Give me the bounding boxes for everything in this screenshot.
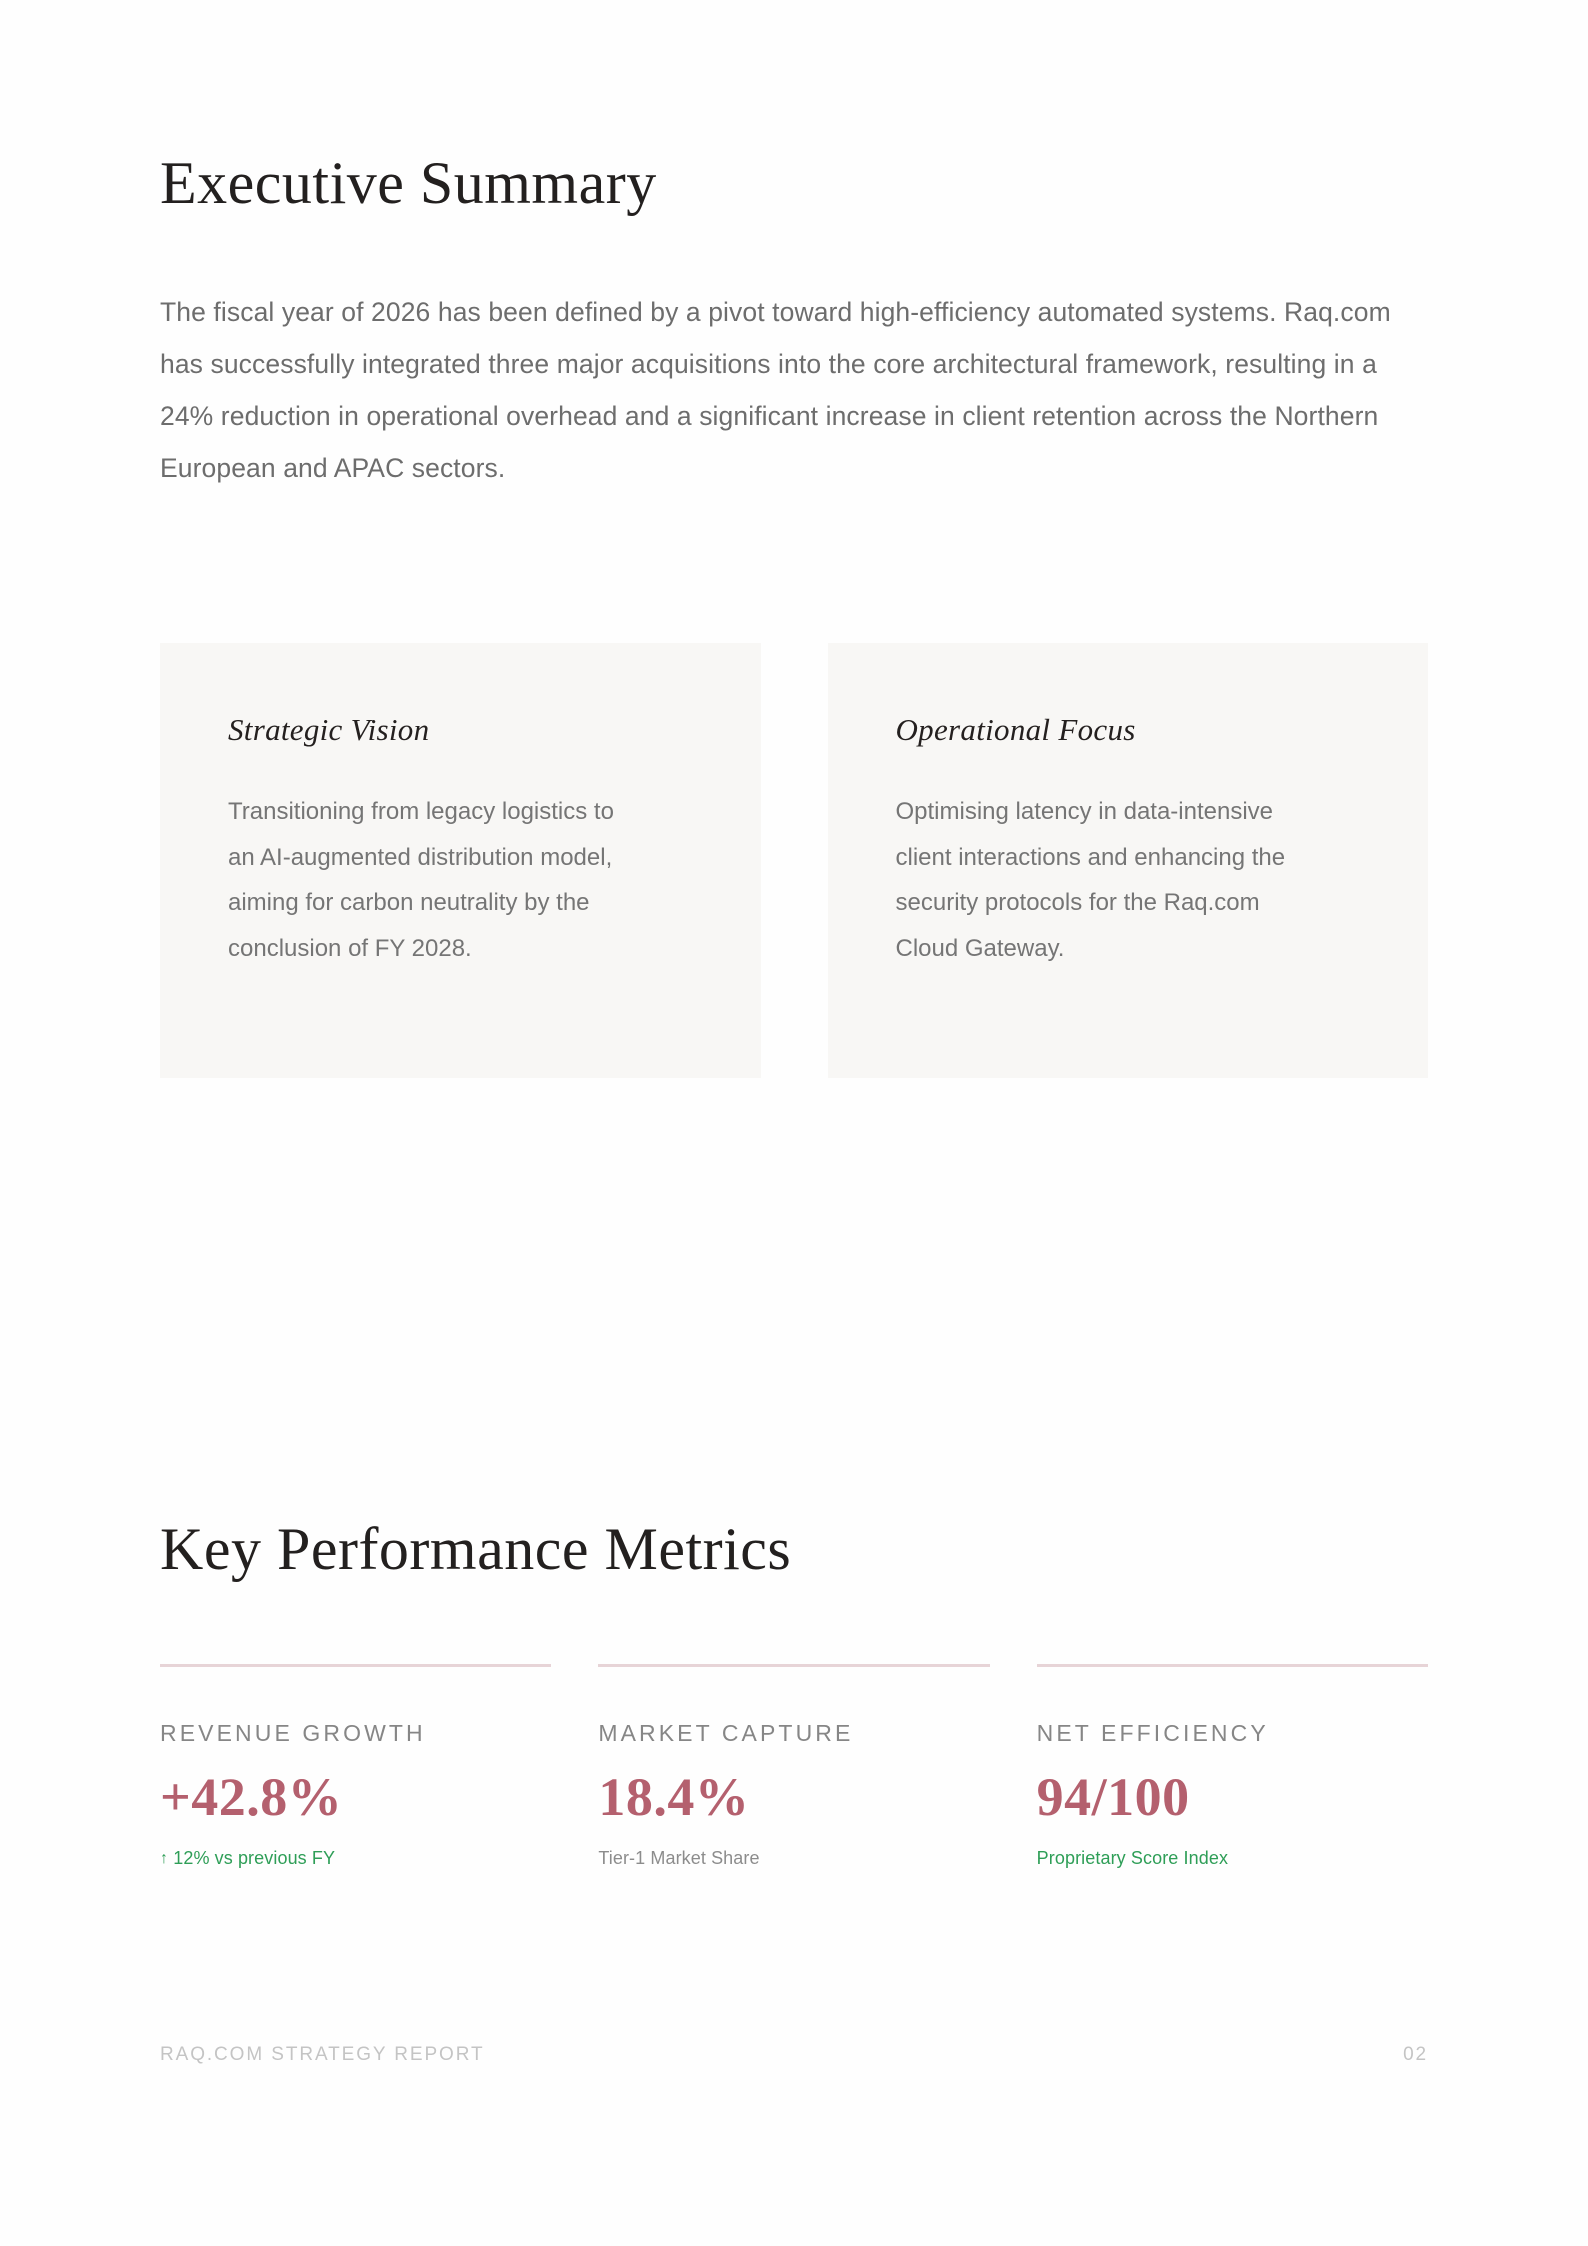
metric-value: 18.4%	[598, 1767, 750, 1827]
metric-value: +42.8%	[160, 1767, 343, 1827]
metric-net-efficiency	[1037, 1664, 1428, 1873]
metric-revenue-growth	[160, 1664, 551, 1873]
highlight-cards	[160, 643, 1428, 1078]
page-content	[160, 0, 1428, 2246]
metric-note	[160, 1845, 551, 1873]
metric-market-capture	[598, 1664, 989, 1873]
metric-note	[598, 1845, 989, 1871]
arrow-up-icon: ↑	[160, 1850, 169, 1867]
card-title: Strategic Vision	[228, 712, 430, 747]
card-title: Operational Focus	[895, 712, 1136, 747]
card-strategic-vision	[160, 643, 761, 1078]
metric-label: MARKET CAPTURE	[598, 1720, 854, 1746]
metric-divider	[598, 1664, 989, 1667]
metric-label: NET EFFICIENCY	[1036, 1720, 1269, 1746]
page-title: Executive Summary	[160, 150, 657, 216]
metric-label: REVENUE GROWTH	[160, 1720, 426, 1746]
footer-report-label: RAQ.COM STRATEGY REPORT	[160, 2044, 485, 2065]
metrics-row	[160, 1664, 1428, 1873]
card-body: Transitioning from legacy logistics to an AI-augmented distribution model, aiming for carbon neutrality by the conclusion of FY 2028.	[228, 798, 614, 962]
metric-note-text: Tier-1 Market Share	[598, 1848, 760, 1868]
metric-value: 94/100	[1036, 1767, 1190, 1827]
footer-page-number: 02	[1403, 2044, 1428, 2065]
page-footer	[160, 2044, 1428, 2066]
executive-summary-paragraph: The fiscal year of 2026 has been defined by a pivot toward high-efficiency automated systems. Raq.com has successfully integrated three major acquisitions into the core architectural framework, resulting in a 24% reduction in operational overhead and a significant increase in client retention across the Northern European and APAC sectors.	[160, 297, 1391, 483]
metric-note-text: 12% vs previous FY	[173, 1848, 336, 1868]
card-operational-focus	[828, 643, 1429, 1078]
metric-note-text: Proprietary Score Index	[1036, 1848, 1229, 1868]
key-performance-metrics-title: Key Performance Metrics	[160, 1516, 792, 1582]
card-body: Optimising latency in data-intensive client interactions and enhancing the security protocols for the Raq.com Cloud Gateway.	[895, 798, 1286, 962]
metric-divider	[160, 1664, 551, 1667]
metric-note	[1037, 1845, 1428, 1871]
metric-divider	[1037, 1664, 1428, 1667]
